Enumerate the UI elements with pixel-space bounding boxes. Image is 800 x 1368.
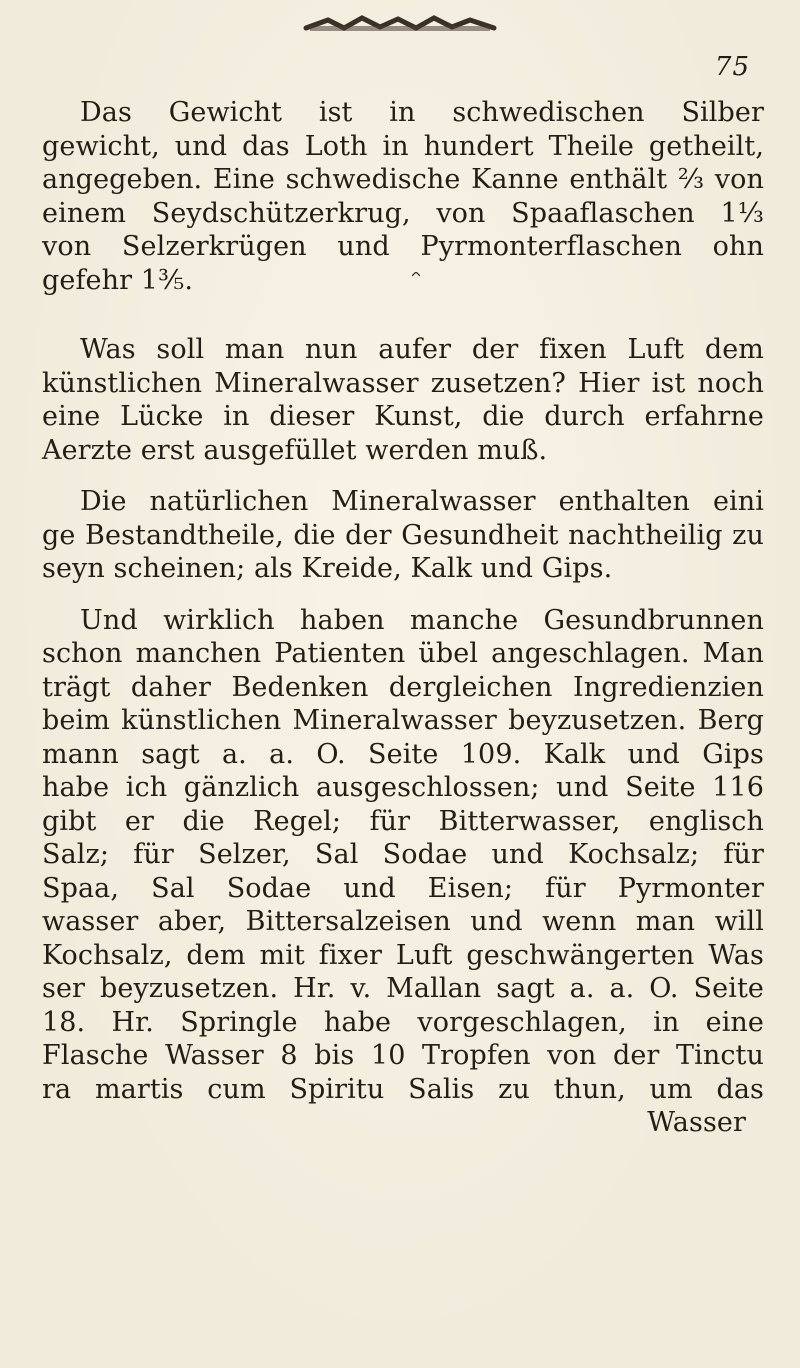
- text-line: beim künstlichen Mineralwasser beyzusetzen. Berg: [42, 705, 764, 736]
- catchword: Wasser: [647, 1107, 746, 1138]
- text-line: Das Gewicht ist in schwedischen Silber: [80, 97, 764, 128]
- text-line: Spaa, Sal Sodae und Eisen; für Pyrmonter: [42, 872, 764, 904]
- text-line: Flasche Wasser 8 bis 10 Tropfen von der Tinctu: [42, 1040, 764, 1071]
- paragraph-2: [42, 333, 764, 467]
- text-line: ge Bestandtheile, die der Gesundheit nachtheilig zu: [42, 519, 764, 551]
- text-line: habe ich gänzlich ausgeschlossen; und Seite 116: [42, 772, 764, 803]
- text-line: seyn scheinen; als Kreide, Kalk und Gips.: [42, 553, 613, 584]
- text-line: gewicht, und das Loth in hundert Theile getheilt,: [42, 130, 764, 162]
- text-line: einem Seydschützerkrug, von Spaaflaschen 1⅓: [42, 197, 764, 229]
- paragraph-3: [42, 485, 764, 586]
- catchword-row: [42, 1106, 746, 1140]
- header-ornament: [300, 8, 500, 38]
- text-line: Kochsalz, dem mit fixer Luft geschwängerten Was: [42, 939, 764, 971]
- text-line: eine Lücke in dieser Kunst, die durch erfahrne: [42, 401, 764, 432]
- text-line: wasser aber, Bittersalzeisen und wenn man will: [42, 906, 764, 937]
- text-line: gibt er die Regel; für Bitterwasser, englisch: [42, 805, 764, 837]
- ink-mark: [412, 272, 420, 277]
- text-line: Was soll man nun aufer der fixen Luft dem: [80, 334, 764, 365]
- text-line: Die natürlichen Mineralwasser enthalten eini: [80, 486, 764, 517]
- text-line: Salz; für Selzer, Sal Sodae und Kochsalz; für: [42, 839, 764, 870]
- text-line: angegeben. Eine schwedische Kanne enthält ⅔ von: [42, 164, 764, 195]
- text-line: künstlichen Mineralwasser zusetzen? Hier ist noch: [42, 367, 764, 399]
- paragraph-4: [42, 604, 764, 1107]
- text-line: mann sagt a. a. O. Seite 109. Kalk und Gips: [42, 738, 764, 770]
- text-line: Und wirklich haben manche Gesundbrunnen: [80, 604, 764, 636]
- text-line: ra martis cum Spiritu Salis zu thun, um das: [42, 1073, 764, 1105]
- text-line: trägt daher Bedenken dergleichen Ingredienzien: [42, 671, 764, 703]
- page-number: 75: [714, 52, 750, 82]
- text-line: Aerzte erst ausgefüllet werden muß.: [42, 434, 548, 466]
- paragraph-1: [42, 96, 764, 297]
- text-line: von Selzerkrügen und Pyrmonterflaschen ohn: [42, 231, 764, 262]
- text-line: 18. Hr. Springle habe vorgeschlagen, in eine: [42, 1006, 764, 1038]
- body-text: [42, 96, 764, 1140]
- text-line: schon manchen Patienten übel angeschlagen. Man: [42, 638, 764, 669]
- text-line: ser beyzusetzen. Hr. v. Mallan sagt a. a. O. Seite: [42, 973, 764, 1004]
- text-line: gefehr 1⅗.: [42, 264, 194, 296]
